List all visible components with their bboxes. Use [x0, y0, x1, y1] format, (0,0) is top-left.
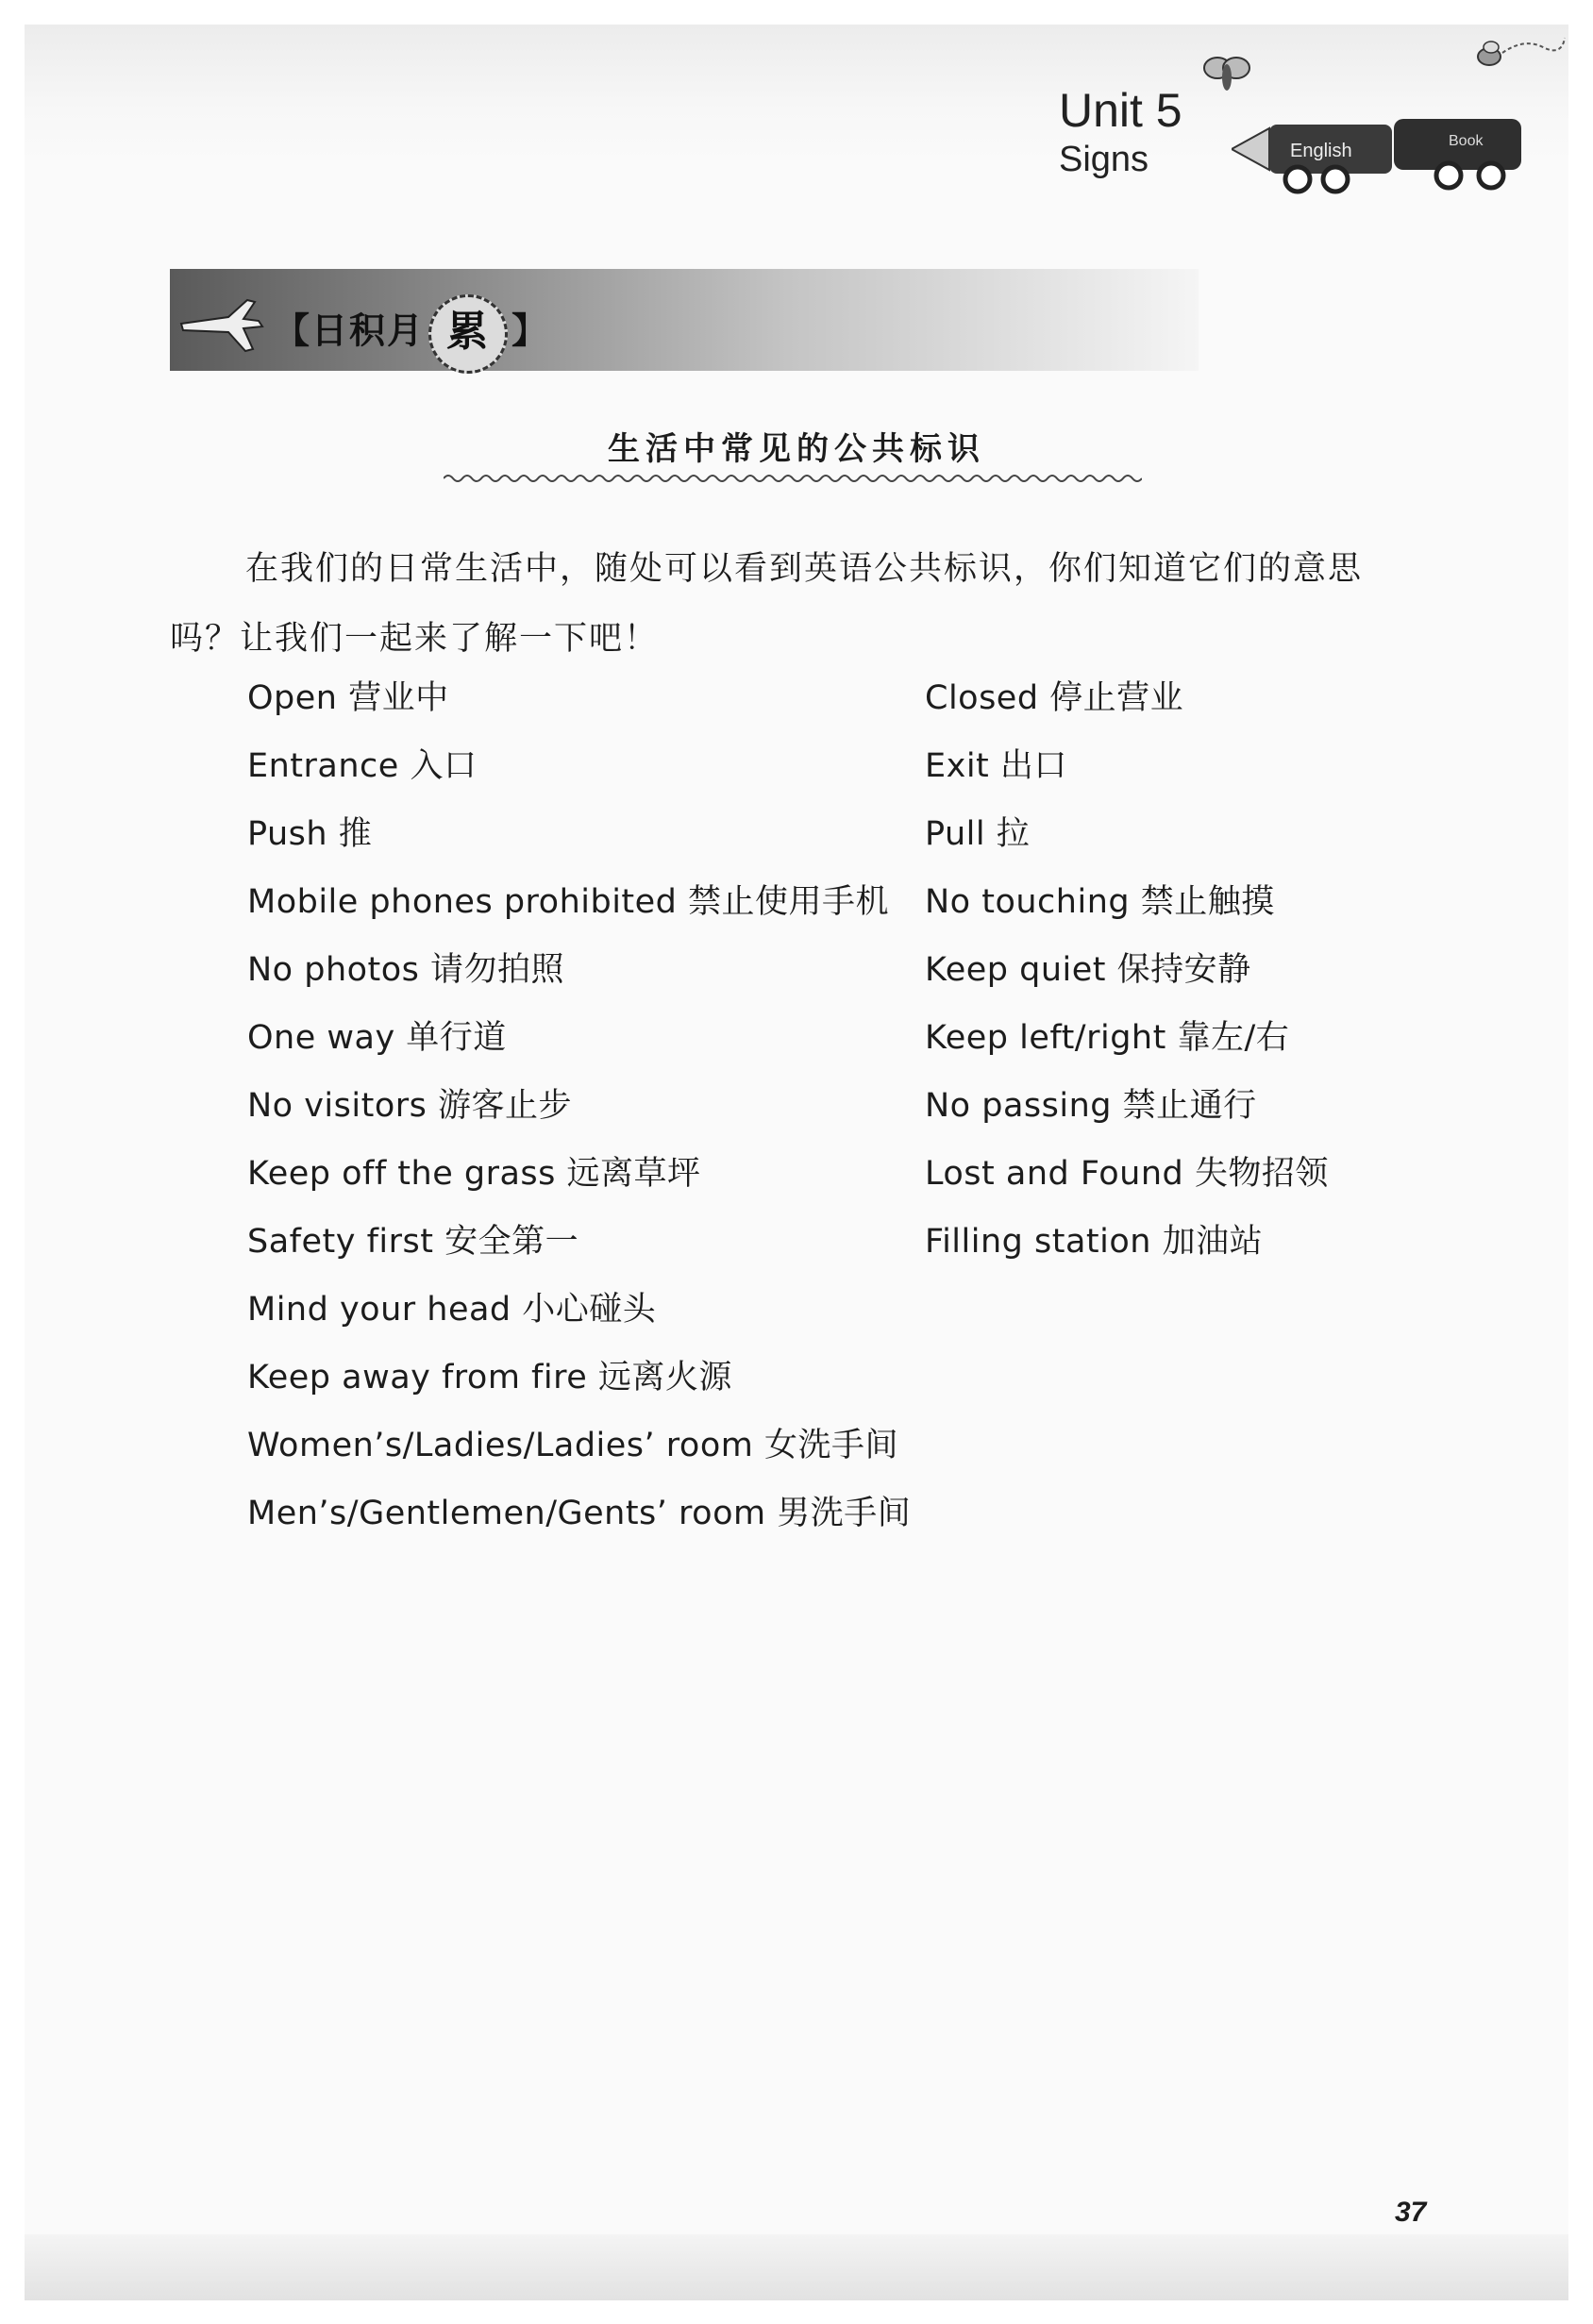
topic-heading: 生活中常见的公共标识 — [608, 430, 985, 468]
section-title-close: 】 — [511, 309, 550, 352]
sign-item: Filling station 加油站 — [925, 1223, 1264, 1261]
intro-paragraph: 在我们的日常生活中，随处可以看到英语公共标识，你们知道它们的意思吗？让我们一起来了解一下吧！ — [170, 550, 1364, 658]
airplane-icon — [172, 272, 266, 366]
sign-item: Exit 出口 — [925, 747, 1067, 785]
sign-item: No visitors 游客止步 — [247, 1087, 573, 1125]
sign-item: Open 营业中 — [247, 679, 449, 717]
sign-item: Keep off the grass 远离草坪 — [247, 1155, 701, 1193]
sign-item: No touching 禁止触摸 — [925, 883, 1275, 921]
section-title — [274, 294, 549, 374]
butterfly-icon — [1199, 49, 1255, 96]
wavy-underline — [444, 472, 1142, 485]
car-label-book: Book — [1449, 133, 1484, 149]
sign-item: Mobile phones prohibited 禁止使用手机 — [247, 883, 890, 921]
page-number: 37 — [1395, 2197, 1427, 2228]
bee-icon — [1472, 28, 1567, 75]
sign-item: Keep left/right 靠左/右 — [925, 1019, 1290, 1057]
sign-item: One way 单行道 — [247, 1019, 507, 1057]
section-title-accent: 累 — [428, 294, 508, 374]
pencil-car-illustration — [1232, 111, 1524, 196]
sign-item: Closed 停止营业 — [925, 679, 1184, 717]
sign-item: Push 推 — [247, 815, 373, 853]
unit-subtitle: Signs — [1059, 140, 1149, 179]
sign-item: No passing 禁止通行 — [925, 1087, 1257, 1125]
unit-title: Unit 5 — [1059, 84, 1182, 137]
sign-item: Mind your head 小心碰头 — [247, 1291, 657, 1329]
sign-item: Lost and Found 失物招领 — [925, 1155, 1329, 1193]
sign-item: Keep quiet 保持安静 — [925, 951, 1251, 989]
section-title-open: 【日积月 — [274, 309, 426, 352]
sign-item: Men’s/Gentlemen/Gents’ room 男洗手间 — [247, 1495, 912, 1532]
sign-item: Entrance 入口 — [247, 747, 478, 785]
footer-band — [25, 2234, 1568, 2300]
sign-item: Women’s/Ladies/Ladies’ room 女洗手间 — [247, 1427, 898, 1464]
sign-item: Pull 拉 — [925, 815, 1031, 853]
sign-item: Safety first 安全第一 — [247, 1223, 579, 1261]
sign-item: Keep away from fire 远离火源 — [247, 1359, 732, 1396]
sign-item: No photos 请勿拍照 — [247, 951, 565, 989]
car-label-english: English — [1290, 141, 1352, 161]
